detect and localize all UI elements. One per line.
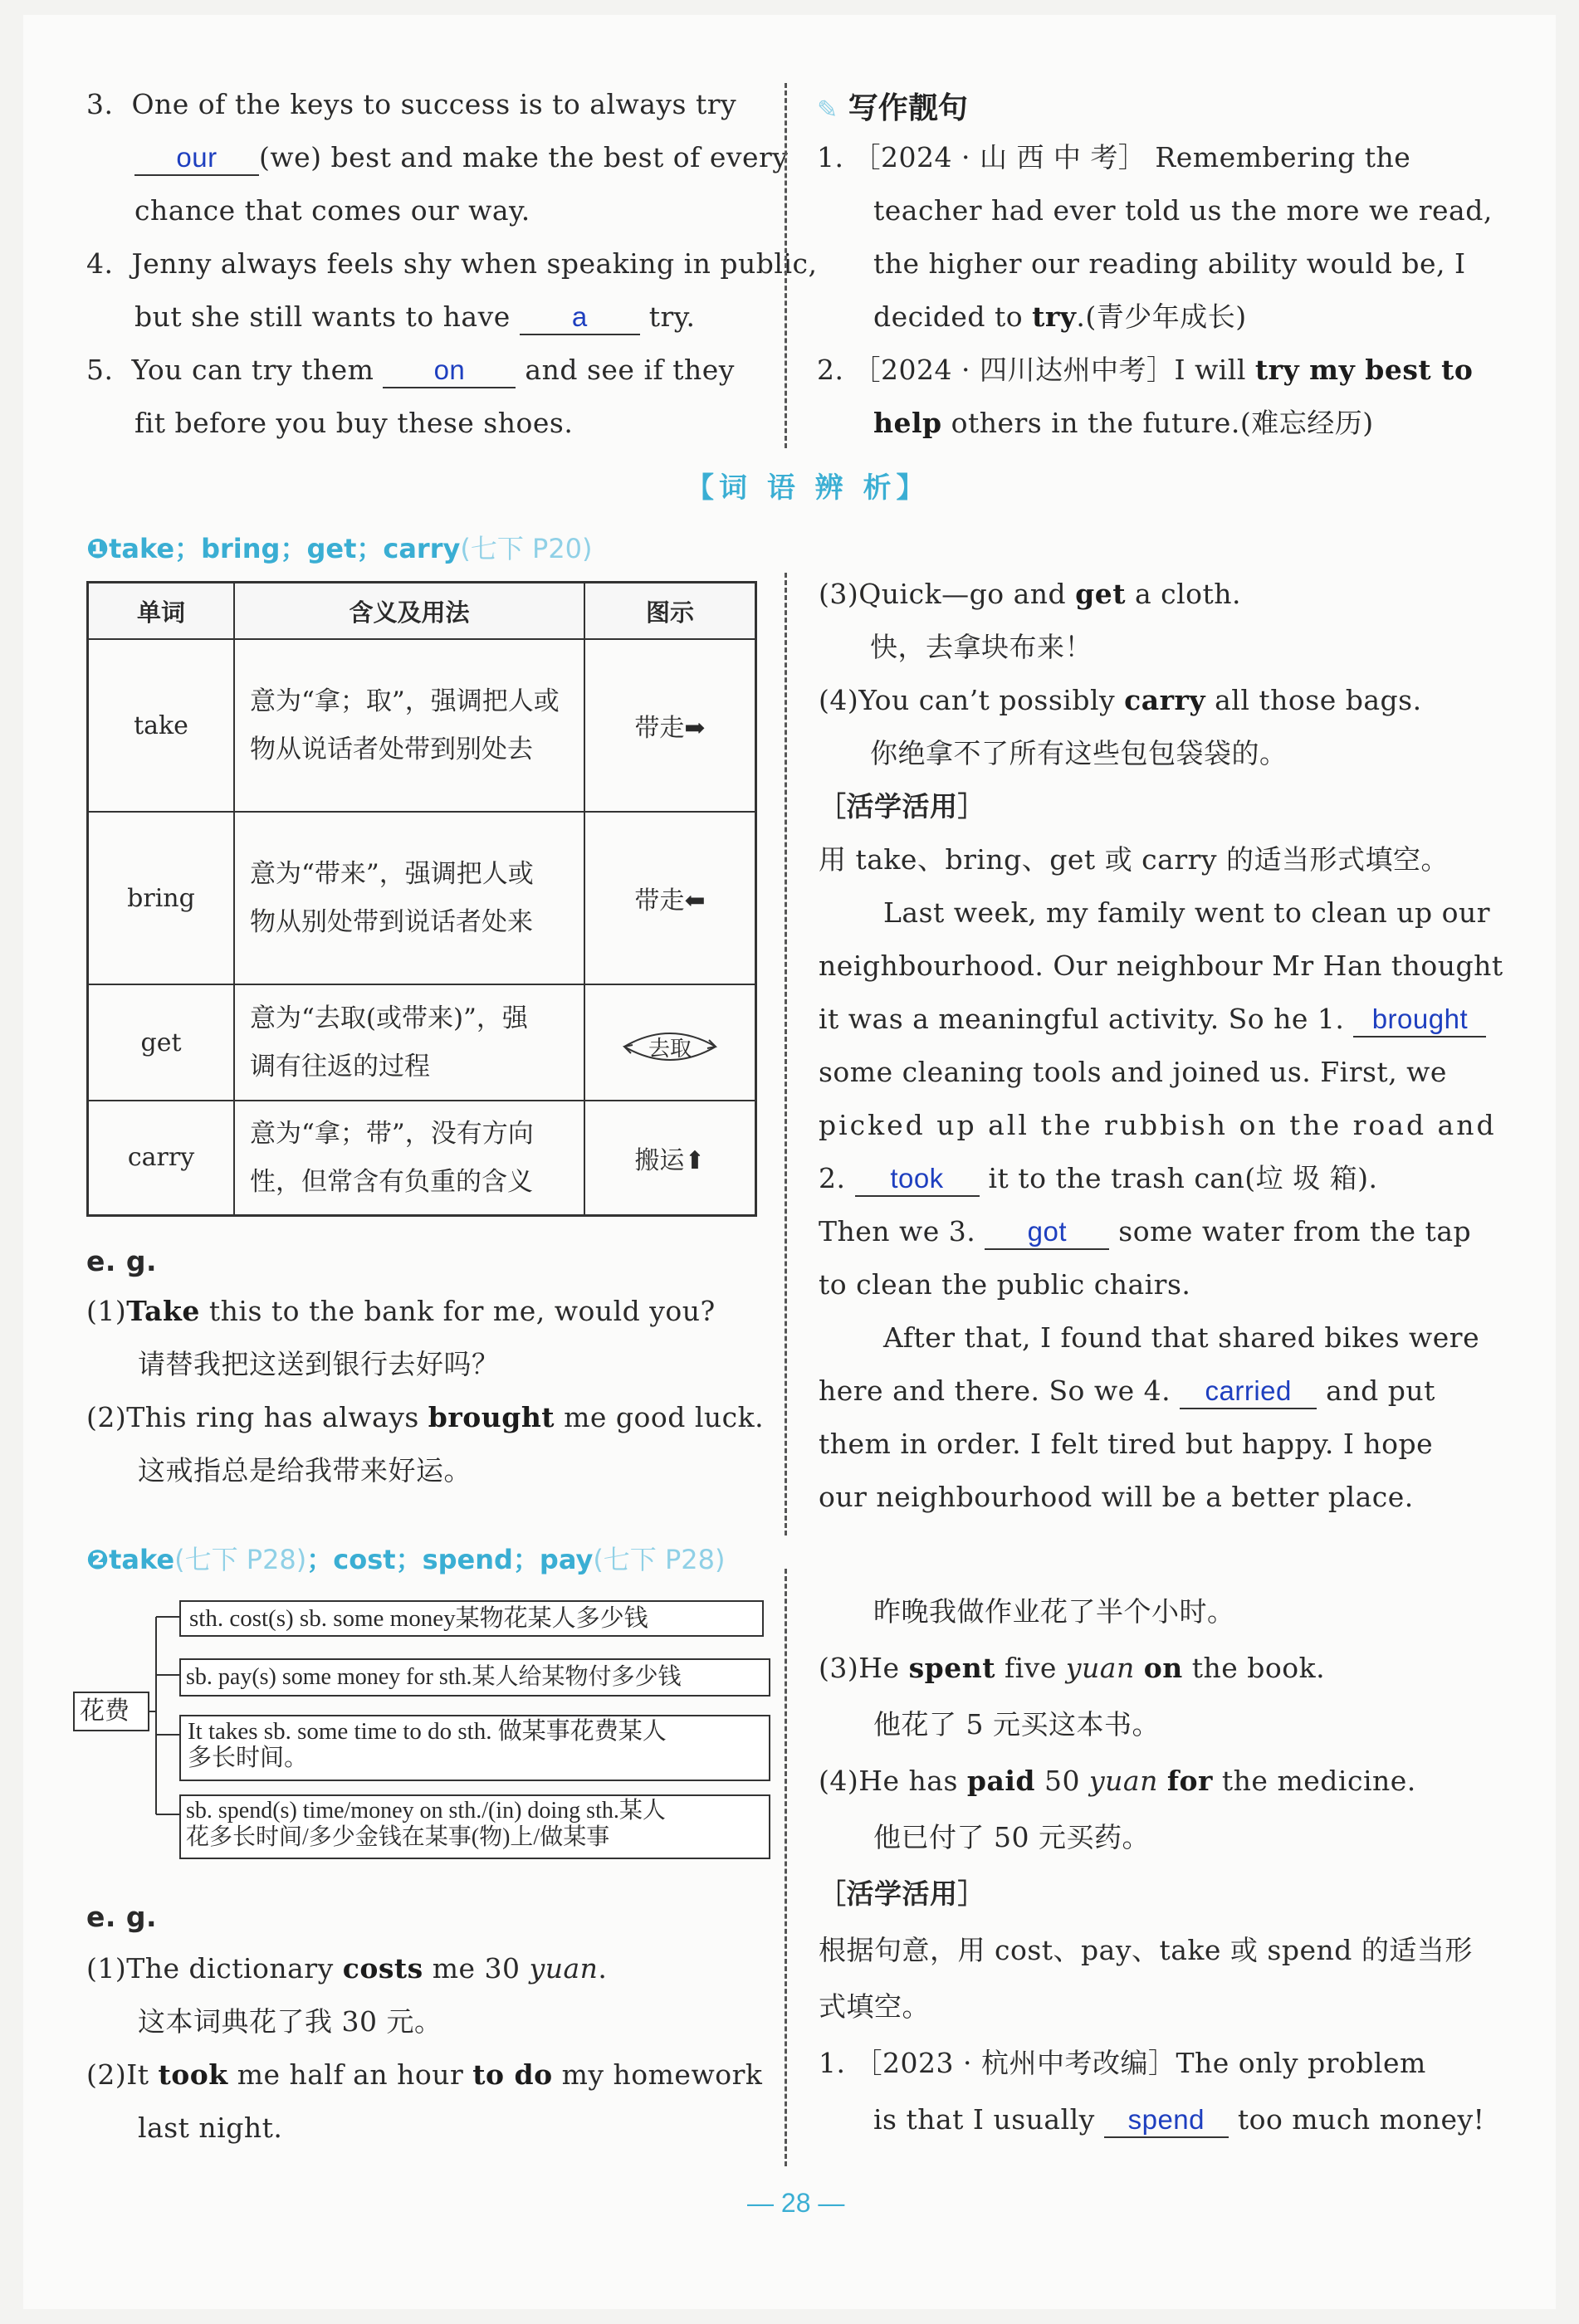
row-word: bring [88, 812, 235, 984]
part2-ex3-cn: 他花了 5 元买这本书。 [873, 1708, 1160, 1741]
part2-ex2-cn: 昨晚我做作业花了半个小时。 [873, 1595, 1235, 1628]
part2-ex2-line2: last night. [138, 2112, 283, 2144]
q3-line1: 3. One of the keys to success is to always try [86, 88, 737, 120]
row-word: take [88, 639, 235, 812]
blank-3[interactable]: got [985, 1215, 1109, 1250]
row-diagram: 搬运⬆ [584, 1101, 756, 1215]
row-diagram: 去取 [584, 984, 756, 1101]
q4-answer[interactable]: a [520, 300, 640, 335]
part2-practice-label: ［活学活用］ [819, 1877, 985, 1910]
part1-instruction: 用 take、bring、get 或 carry 的适当形式填空。 [819, 843, 1449, 876]
passage-l3: it was a meaningful activity. So he 1. brought [819, 993, 1486, 1046]
passage-l4: some cleaning tools and joined us. First, we [819, 1056, 1447, 1088]
part2-ex4: (4)He has paid 50 yuan for the medicine. [819, 1765, 1416, 1797]
row-word: get [88, 984, 235, 1101]
row-meaning: 意为“拿；带”，没有方向 性，但常含有负重的含义 [234, 1101, 584, 1215]
row-diagram: 带走➡ [584, 639, 756, 812]
part2-q1-line2: is that I usually spend too much money! [873, 2093, 1484, 2146]
s1-line2: teacher had ever told us the more we read, [873, 194, 1493, 227]
part1-ex2: (2)This ring has always brought me good luck. [86, 1401, 765, 1433]
part2-heading: ❷take(七下 P28)；cost；spend；pay(七下 P28) [86, 1544, 726, 1575]
part1-ex1-cn: 请替我把这送到银行去好吗？ [138, 1348, 500, 1380]
passage-l9: After that, I found that shared bikes were [883, 1321, 1480, 1354]
row-meaning: 意为“拿；取”，强调把人或 物从说话者处带到别处去 [234, 639, 584, 812]
passage-l8: to clean the public chairs. [819, 1268, 1191, 1301]
part1-practice-label: ［活学活用］ [819, 790, 985, 823]
passage-l7: Then we 3. got some water from the tap [819, 1205, 1471, 1258]
part2-instr1: 根据句意，用 cost、pay、take 或 spend 的适当形 [819, 1934, 1473, 1966]
pay-box: sb. pay(s) some money for sth.某人给某物付多少钱 [179, 1658, 770, 1697]
part2-instr2: 式填空。 [819, 1990, 930, 2023]
q5-line1: 5. You can try them on and see if they [86, 344, 735, 397]
part1-ex4-cn: 你绝拿不了所有这些包包袋袋的。 [870, 737, 1288, 769]
q3-line2: our (we) best and make the best of every [134, 131, 788, 184]
row-diagram: 带走⬅ [584, 812, 756, 984]
q5-answer[interactable]: on [383, 354, 516, 388]
part2-ex3: (3)He spent five yuan on the book. [819, 1652, 1326, 1684]
passage-l6: 2. took it to the trash can(垃 圾 箱). [819, 1152, 1377, 1205]
part2-ex4-cn: 他已付了 50 元买药。 [873, 1821, 1150, 1853]
spend-box: sb. spend(s) time/money on sth./(in) doing sth.某人 花多长时间/多少金钱在某事(物)上/做某事 [179, 1794, 770, 1859]
part1-heading: ❶take；bring；get；carry(七下 P20) [86, 533, 593, 564]
passage-l12: our neighbourhood will be a better place. [819, 1481, 1414, 1513]
passage-l5: picked up all the rubbish on the road and [819, 1109, 1497, 1141]
th-meaning: 含义及用法 [234, 583, 584, 640]
blank-2[interactable]: took [855, 1162, 980, 1197]
column-divider-bottom [785, 1569, 787, 2166]
part2-ex2: (2)It took me half an hour to do my homework [86, 2058, 763, 2091]
part1-ex2-cn: 这戒指总是给我带来好运。 [138, 1454, 472, 1487]
row-word: carry [88, 1101, 235, 1215]
th-diagram: 图示 [584, 583, 756, 640]
passage-l2: neighbourhood. Our neighbour Mr Han thought [819, 950, 1503, 982]
s1-line4: decided to try.(青少年成长) [873, 300, 1247, 333]
table-row [88, 1101, 756, 1215]
writing-title: ✎ 写作靓句 [817, 91, 968, 125]
part2-ex1: (1)The dictionary costs me 30 yuan. [86, 1952, 608, 1985]
part1-ex4: (4)You can’t possibly carry all those bags. [819, 684, 1422, 716]
q1-answer[interactable]: spend [1104, 2103, 1229, 2138]
part1-ex3-cn: 快，去拿块布来！ [870, 631, 1093, 663]
blank-4[interactable]: carried [1180, 1374, 1317, 1409]
part1-ex3: (3)Quick—go and get a cloth. [819, 578, 1242, 610]
table-row [88, 639, 756, 812]
s1-line1: 1. ［2024 · 山 西 中 考］ Remembering the [817, 141, 1411, 173]
arrow-up-icon: ⬆ [684, 1145, 706, 1175]
part2-ex1-cn: 这本词典花了我 30 元。 [138, 2005, 442, 2038]
s2-line1: 2. ［2024 · 四川达州中考］I will try my best to [817, 354, 1474, 386]
part1-ex1: (1)Take this to the bank for me, would you? [86, 1295, 716, 1327]
q5-line2: fit before you buy these shoes. [134, 407, 574, 439]
part2-eg-label: e. g. [86, 1901, 158, 1933]
arrow-left-icon: ⬅ [684, 886, 706, 915]
take-box: It takes sb. some time to do sth. 做某事花费某人 多长时间。 [179, 1715, 770, 1781]
page-number: — 28 — [747, 2188, 845, 2218]
s2-line2: help others in the future.(难忘经历) [873, 407, 1374, 439]
q4-line2: but she still wants to have a try. [134, 290, 696, 344]
q3-line3: chance that comes our way. [134, 194, 530, 227]
word-table [86, 581, 757, 1217]
part1-eg-label: e. g. [86, 1245, 158, 1277]
table-row [88, 984, 756, 1101]
passage-l10: here and there. So we 4. carried and put [819, 1365, 1435, 1418]
th-word: 单词 [88, 583, 235, 640]
pen-icon: ✎ [817, 95, 838, 124]
passage-l1: Last week, my family went to clean up our [883, 896, 1491, 929]
row-meaning: 意为“带来”，强调把人或 物从别处带到说话者处来 [234, 812, 584, 984]
arrow-right-icon: ➡ [684, 714, 706, 743]
blank-1[interactable]: brought [1353, 1003, 1486, 1038]
q3-answer[interactable]: our [134, 141, 259, 176]
section-title: 【词 语 辨 析】 [686, 471, 930, 505]
row-meaning: 意为“去取(或带来)”，强 调有往返的过程 [234, 984, 584, 1101]
s1-line3: the higher our reading ability would be, I [873, 247, 1466, 280]
table-header-row [88, 583, 756, 640]
column-divider-mid [785, 573, 787, 1536]
table-row [88, 812, 756, 984]
q4-line1: 4. Jenny always feels shy when speaking in public, [86, 247, 818, 280]
root-box: 花费 [73, 1692, 149, 1731]
cost-box: sth. cost(s) sb. some money某物花某人多少钱 [179, 1600, 764, 1637]
column-divider-top [785, 83, 787, 448]
part2-q1-line1: 1. ［2023 · 杭州中考改编］The only problem [819, 2047, 1426, 2079]
passage-l11: them in order. I felt tired but happy. I hope [819, 1428, 1434, 1460]
